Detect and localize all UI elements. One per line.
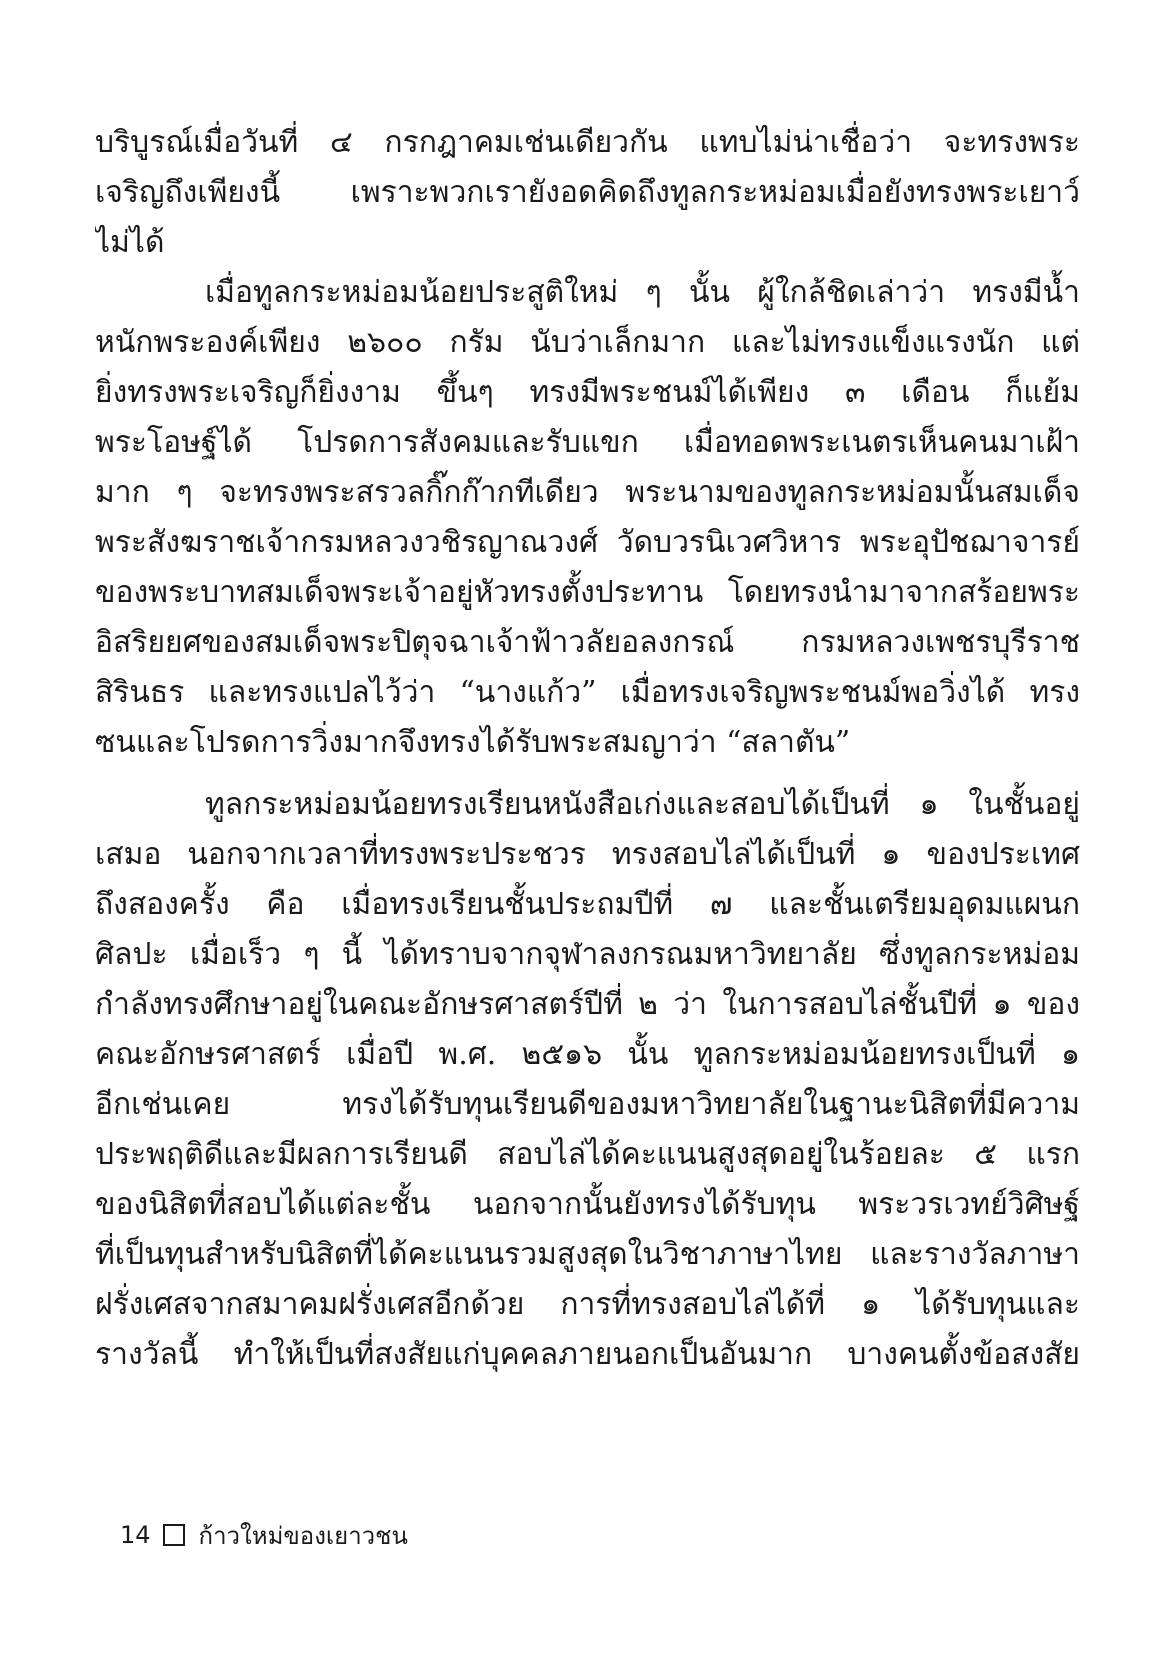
text-line: ถึงสองครั้ง คือ เมื่อทรงเรียนชั้นประถมปีที่ ๗ และชั้นเตรียมอุดมแผนก: [95, 887, 1080, 922]
document-body: [95, 118, 1080, 1380]
text-line: ของพระบาทสมเด็จพระเจ้าอยู่หัวทรงตั้งประทาน โดยทรงนำมาจากสร้อยพระ: [95, 575, 1080, 610]
text-line: ไม่ได้: [95, 225, 165, 260]
text-line: กำลังทรงศึกษาอยู่ในคณะอักษรศาสตร์ปีที่ ๒ ว่า ในการสอบไล่ชั้นปีที่ ๑ ของ: [95, 987, 1080, 1022]
text-line: เมื่อทูลกระหม่อมน้อยประสูติใหม่ ๆ นั้น ผู้ใกล้ชิดเล่าว่า ทรงมีน้ำ: [205, 275, 1080, 310]
text-line: เสมอ นอกจากเวลาที่ทรงพระประชวร ทรงสอบไล่ได้เป็นที่ ๑ ของประเทศ: [95, 837, 1080, 872]
text-line: หนักพระองค์เพียง ๒๖๐๐ กรัม นับว่าเล็กมาก และไม่ทรงแข็งแรงนัก แต่: [95, 325, 1080, 360]
text-line: สิรินธร และทรงแปลไว้ว่า “นางแก้ว” เมื่อทรงเจริญพระชนม์พอวิ่งได้ ทรง: [95, 675, 1080, 710]
text-line: บริบูรณ์เมื่อวันที่ ๔ กรกฎาคมเช่นเดียวกัน แทบไม่น่าเชื่อว่า จะทรงพระ: [95, 125, 1080, 160]
paragraph-1: [95, 118, 1080, 268]
text-line: พระสังฆราชเจ้ากรมหลวงวชิรญาณวงศ์ วัดบวรนิเวศวิหาร พระอุปัชฌาจารย์: [95, 525, 1080, 560]
paragraph-2: [95, 268, 1080, 768]
text-line: ยิ่งทรงพระเจริญก็ยิ่งงาม ขึ้นๆ ทรงมีพระชนม์ได้เพียง ๓ เดือน ก็แย้ม: [95, 375, 1080, 410]
paragraph-3: [95, 780, 1080, 1380]
text-line: ที่เป็นทุนสำหรับนิสิตที่ได้คะแนนรวมสูงสุดในวิชาภาษาไทย และรางวัลภาษา: [95, 1237, 1080, 1272]
text-line: อิสริยยศของสมเด็จพระปิตุจฉาเจ้าฟ้าวลัยอลงกรณ์ กรมหลวงเพชรบุรีราช: [95, 625, 1080, 660]
text-line: ของนิสิตที่สอบได้แต่ละชั้น นอกจากนั้นยังทรงได้รับทุน พระวรเวทย์วิศิษฐ์: [95, 1187, 1080, 1222]
page-footer: [120, 1515, 408, 1555]
text-line: มาก ๆ จะทรงพระสรวลกิ๊กก๊ากทีเดียว พระนามของทูลกระหม่อมนั้นสมเด็จ: [95, 475, 1080, 510]
text-line: รางวัลนี้ ทำให้เป็นที่สงสัยแก่บุคคลภายนอกเป็นอันมาก บางคนตั้งข้อสงสัย: [95, 1337, 1080, 1372]
text-line: ประพฤติดีและมีผลการเรียนดี สอบไล่ได้คะแนนสูงสุดอยู่ในร้อยละ ๕ แรก: [95, 1137, 1080, 1172]
text-line: คณะอักษรศาสตร์ เมื่อปี พ.ศ. ๒๕๑๖ นั้น ทูลกระหม่อมน้อยทรงเป็นที่ ๑: [95, 1037, 1080, 1072]
text-line: อีกเช่นเคย ทรงได้รับทุนเรียนดีของมหาวิทยาลัยในฐานะนิสิตที่มีความ: [95, 1087, 1080, 1122]
text-line: เจริญถึงเพียงนี้ เพราะพวกเรายังอดคิดถึงทูลกระหม่อมเมื่อยังทรงพระเยาว์: [95, 175, 1080, 210]
text-line: ทูลกระหม่อมน้อยทรงเรียนหนังสือเก่งและสอบได้เป็นที่ ๑ ในชั้นอยู่: [205, 787, 1080, 822]
square-box-icon: [163, 1524, 185, 1546]
page-number: 14: [120, 1521, 151, 1549]
paragraph-gap: [95, 768, 1080, 780]
text-line: ซนและโปรดการวิ่งมากจึงทรงได้รับพระสมญาว่า “สลาตัน”: [95, 725, 851, 760]
text-line: พระโอษฐ์ได้ โปรดการสังคมและรับแขก เมื่อทอดพระเนตรเห็นคนมาเฝ้า: [95, 425, 1080, 460]
text-line: ฝรั่งเศสจากสมาคมฝรั่งเศสอีกด้วย การที่ทรงสอบไล่ได้ที่ ๑ ได้รับทุนและ: [95, 1287, 1080, 1322]
text-line: ศิลปะ เมื่อเร็ว ๆ นี้ ได้ทราบจากจุฬาลงกรณมหาวิทยาลัย ซึ่งทูลกระหม่อม: [95, 937, 1080, 972]
publication-title: ก้าวใหม่ของเยาวชน: [198, 1521, 408, 1550]
